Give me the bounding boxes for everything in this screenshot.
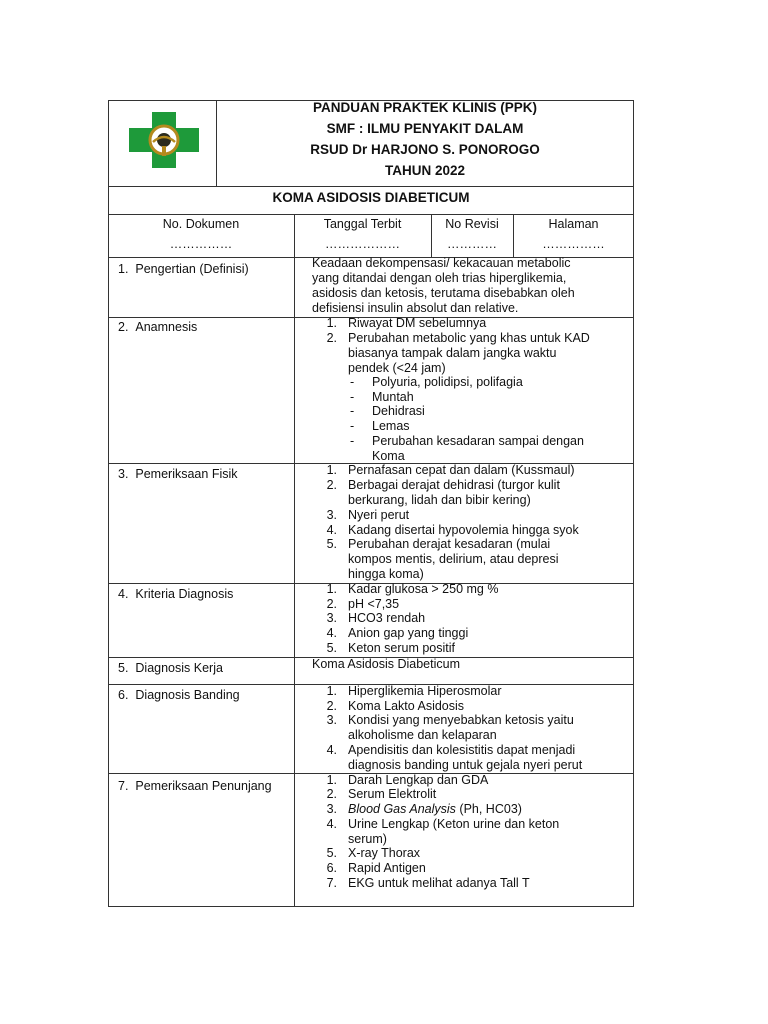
revision-value: ………… (447, 237, 497, 251)
list-item: Nyeri perut (348, 508, 410, 522)
sub-list-item: Polyuria, polidipsi, polifagia (372, 375, 523, 389)
header-line-3: RSUD Dr HARJONO S. PONOROGO (310, 142, 540, 157)
list-item: Koma Lakto Asidosis (348, 699, 465, 713)
section-1-label: 1. Pengertian (Definisi) (118, 262, 249, 276)
page-value: …………… (542, 237, 605, 251)
hospital-logo (129, 112, 199, 168)
definition-text: Keadaan dekompensasi/ kekacauan metabolic yang ditandai dengan oleh trias hiperglikemia, asidosis dan ketosis, terutama disebabkan oleh defisiensi insulin absolut dan relative. (312, 256, 575, 315)
sub-list-item: Dehidrasi (372, 404, 425, 418)
list-item: Serum Elektrolit (348, 787, 437, 801)
header-line-2: SMF : ILMU PENYAKIT DALAM (326, 121, 524, 136)
section-5-label: 5. Diagnosis Kerja (118, 661, 223, 675)
section-6-label: 6. Diagnosis Banding (118, 688, 240, 702)
header-line-4: TAHUN 2022 (384, 163, 466, 178)
working-diagnosis-text: Koma Asidosis Diabeticum (312, 657, 460, 671)
doc-number-value: …………… (169, 237, 233, 251)
list-item: Anion gap yang tinggi (348, 626, 469, 640)
list-item: Pernafasan cepat dan dalam (Kussmaul) (348, 463, 575, 477)
section-2-label: 2. Anamnesis (118, 320, 198, 334)
list-item: Perubahan derajat kesadaran (mulai kompos mentis, delirium, atau depresi hingga koma) (348, 537, 559, 581)
list-item: Blood Gas Analysis (Ph, HC03) (348, 802, 522, 816)
list-item: Keton serum positif (348, 641, 455, 655)
row-divider (108, 186, 634, 187)
list-item: EKG untuk melihat adanya Tall T (348, 876, 530, 890)
section-3-label: 3. Pemeriksaan Fisik (118, 467, 238, 481)
column-divider (294, 257, 295, 907)
section-4-label: 4. Kriteria Diagnosis (118, 587, 234, 601)
list-item: Kadang disertai hypovolemia hingga syok (348, 523, 579, 537)
list-item: Kadar glukosa > 250 mg % (348, 582, 499, 596)
list-item: Urine Lengkap (Keton urine dan keton serum) (348, 817, 560, 846)
header-line-1: PANDUAN PRAKTEK KLINIS (PPK) (312, 100, 537, 115)
issue-date-value: ……………… (325, 237, 400, 251)
list-item: pH <7,35 (348, 597, 400, 611)
sub-list-item: Perubahan kesadaran sampai dengan Koma (372, 434, 584, 463)
list-item: HCO3 rendah (348, 611, 426, 625)
list-item: X-ray Thorax (348, 846, 421, 860)
list-item: Berbagai derajat dehidrasi (turgor kulit berkurang, lidah dan bibir kering) (348, 478, 560, 507)
list-item: Hiperglikemia Hiperosmolar (348, 684, 502, 698)
sub-list-item: Lemas (372, 419, 410, 433)
sub-list-item: Muntah (372, 390, 414, 404)
list-item: Riwayat DM sebelumnya (348, 316, 487, 330)
revision-label: No Revisi (445, 217, 499, 231)
doc-number-label: No. Dokumen (162, 217, 240, 231)
list-item: Apendisitis dan kolesistitis dapat menjadi diagnosis banding untuk gejala nyeri perut (348, 743, 583, 772)
row-divider (108, 214, 634, 215)
page-label: Halaman (548, 217, 599, 231)
list-item: Darah Lengkap dan GDA (348, 773, 489, 787)
list-item: Rapid Antigen (348, 861, 426, 875)
section-7-label: 7. Pemeriksaan Penunjang (118, 779, 272, 793)
issue-date-label: Tanggal Terbit (323, 217, 402, 231)
list-item: Kondisi yang menyebabkan ketosis yaitu alkoholisme dan kelaparan (348, 713, 574, 742)
list-item: Perubahan metabolic yang khas untuk KAD biasanya tampak dalam jangka waktu pendek (<24 jam) (348, 331, 590, 375)
document-title: KOMA ASIDOSIS DIABETICUM (272, 190, 470, 205)
